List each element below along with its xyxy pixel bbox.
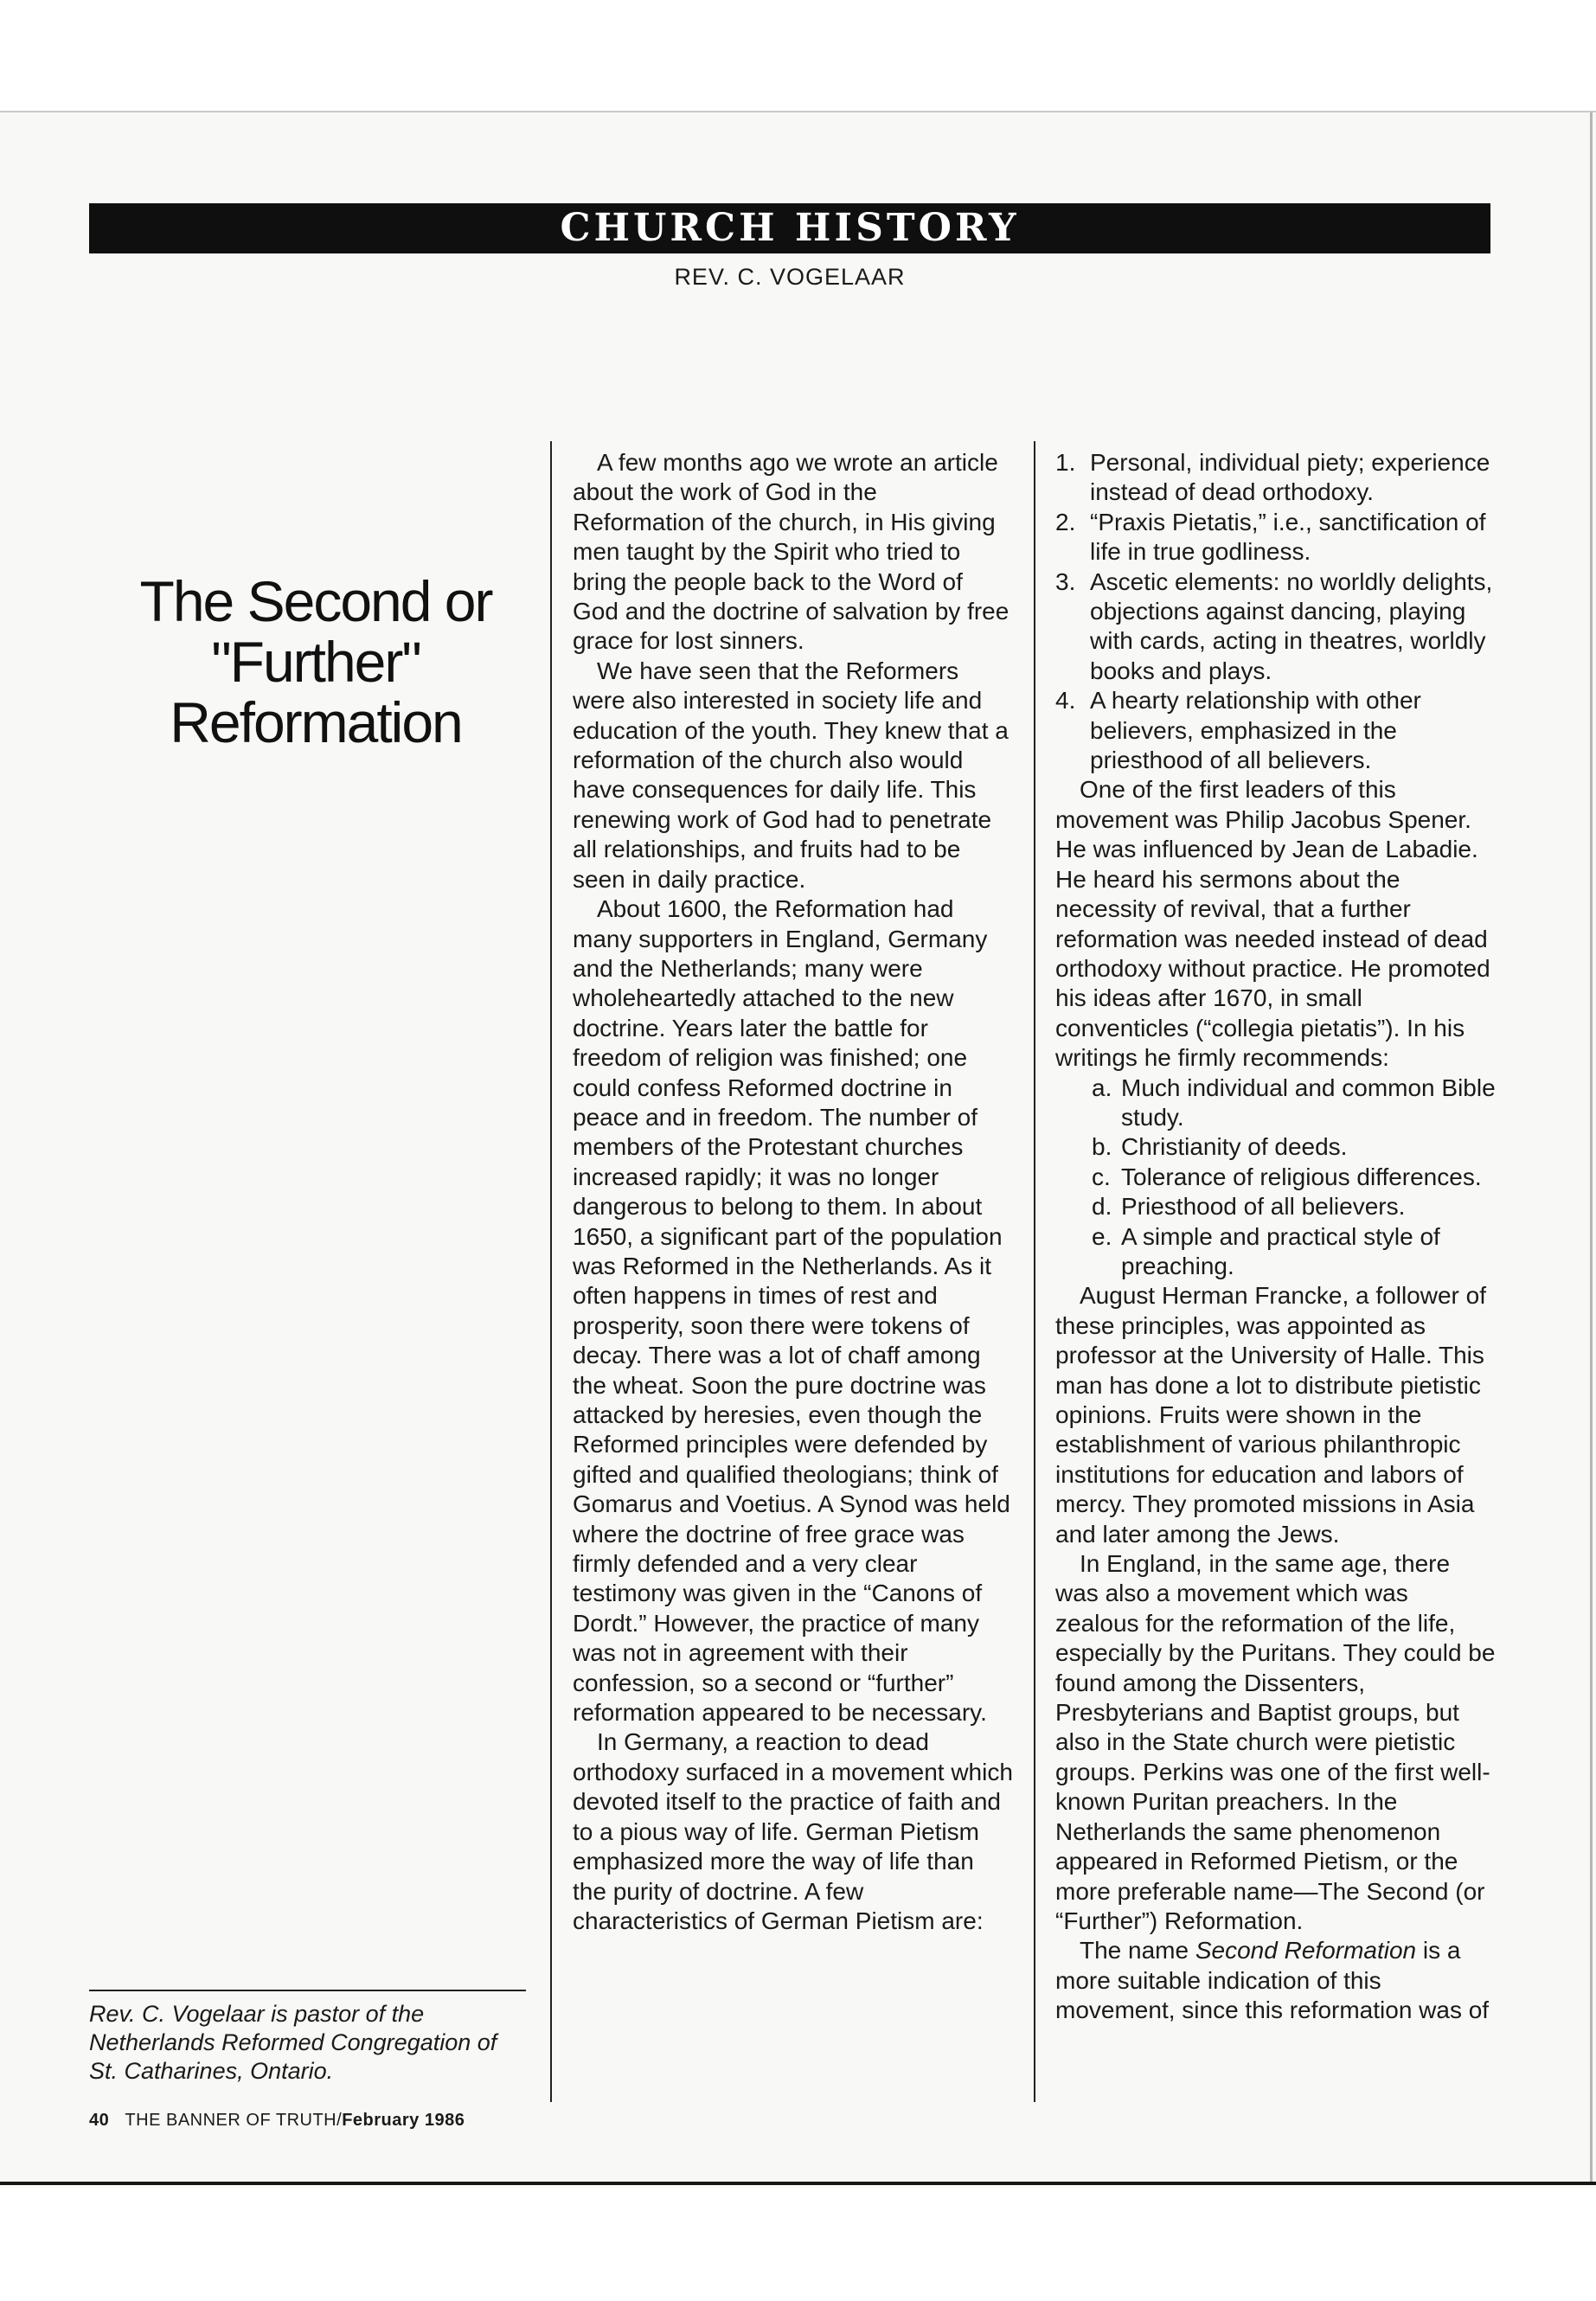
list-text: Tolerance of religious differences.	[1121, 1163, 1482, 1190]
list-letter: d.	[1092, 1193, 1112, 1221]
note-divider	[89, 1990, 526, 1991]
body-paragraph: About 1600, the Reformation had many supporters in England, Germany and the Netherlands; many were wholeheartedly attached to the new doctrine. Years later the battle for freedom of religion was finished; one could confess Reformed doctrine in peace and in freedom. The number of members of the Protestant churches increased rapidly; it was no longer dangerous to belong to them. In about 1650, a significant part of the population was Reformed in the Netherlands. As it often happens in times of rest and prosperity, soon there were tokens of decay. There was a lot of chaff among the wheat. Soon the pure doctrine was attacked by heresies, even though the Reformed principles were defended by gifted and qualified theologians; think of Gomarus and Voetius. A Synod was held where the doctrine of free grace was firmly defended and a very clear testimony was given in the “Canons of Dordt.” However, the practice of many was not in agreement with their confession, so a second or “further” reformation appeared to be necessary.	[573, 895, 1010, 1727]
body-paragraph: We have seen that the Reformers were also interested in society life and education of the youth. They knew that a reformation of the church also would have consequences for daily life. This renewing work of God had to penetrate all relationships, and fruits had to be seen in daily practice.	[573, 657, 1009, 893]
list-text: Personal, individual piety; experience instead of dead orthodoxy.	[1090, 449, 1490, 506]
list-item	[1055, 1132, 1497, 1162]
list-item	[1055, 448, 1497, 508]
body-paragraph	[1055, 1936, 1497, 2025]
body-paragraph: In Germany, a reaction to dead orthodoxy surfaced in a movement which devoted itself to the practice of faith and to a pious way of life. German Pietism emphasized more the way of life than the purity of doctrine. A few characteristics of German Pietism are:	[573, 1728, 1013, 1934]
body-paragraph: A few months ago we wrote an article about the work of God in the Reformation of the church, in His giving men taught by the Spirit who tried to bring the people back to the Word of God and the doctrine of salvation by free grace for lost sinners.	[573, 449, 1010, 655]
text-run: The name	[1080, 1937, 1195, 1965]
column-divider	[550, 441, 552, 2102]
list-text: “Praxis Pietatis,” i.e., sanctification of life in true godliness.	[1090, 508, 1486, 566]
list-text: Priesthood of all believers.	[1121, 1193, 1406, 1221]
page-bottom-edge	[0, 2182, 1596, 2185]
list-item	[1055, 1074, 1497, 1133]
section-banner: CHURCH HISTORY	[89, 203, 1490, 253]
body-paragraph: In England, in the same age, there was also a movement which was zealous for the reformation of the life, especially by the Puritans. They could be found among the Dissenters, Presbyterians and Baptist groups, but also in the State church were pietistic groups. Perkins was one of the first well-known Puritan preachers. In the Netherlands the same phenomenon appeared in Reformed Pietism, or the more preferable name—The Second (or “Further”) Reformation.	[1055, 1550, 1496, 1934]
list-number: 1.	[1055, 449, 1076, 476]
article-column-2	[1055, 448, 1497, 2026]
body-paragraph: August Herman Francke, a follower of these principles, was appointed as professor at the University of Halle. This man has done a lot to distribute pietistic opinions. Fruits were shown in the establishment of various philanthropic institutions for education and labors of mercy. They promoted missions in Asia and later among the Jews.	[1055, 1282, 1486, 1548]
page-edge-shadow	[1590, 112, 1593, 2183]
list-letter: c.	[1092, 1163, 1111, 1190]
body-paragraph: One of the first leaders of this movement was Philip Jacobus Spener. He was influenced by Jean de Labadie. He heard his sermons about the necessity of revival, that a further reformation was needed instead of dead orthodoxy without practice. He promoted his ideas after 1670, in small conventicles (“collegia pietatis”). In his writings he firmly recommends:	[1055, 776, 1490, 1072]
author-note: Rev. C. Vogelaar is pastor of the Netherlands Reformed Congregation of St. Catharines, Ontario.	[89, 2001, 497, 2084]
list-item	[1055, 508, 1497, 567]
list-text: Ascetic elements: no worldly delights, objections against dancing, playing with cards, acting in theatres, worldly books and plays.	[1090, 567, 1493, 684]
title-line: The Second or	[139, 569, 492, 633]
article-title	[99, 571, 532, 753]
list-letter: b.	[1092, 1133, 1112, 1161]
emphasis-text: Second Reformation	[1195, 1937, 1417, 1965]
list-number: 4.	[1055, 687, 1076, 715]
title-line: Reformation	[170, 690, 462, 754]
page-footer	[89, 2106, 574, 2135]
list-number: 2.	[1055, 508, 1076, 535]
title-line: "Further"	[211, 630, 420, 694]
list-text: Much individual and common Bible study.	[1121, 1074, 1496, 1131]
list-number: 3.	[1055, 567, 1076, 595]
author-byline: REV. C. VOGELAAR	[674, 264, 906, 290]
page-number: 40	[89, 2111, 110, 2130]
column-divider	[1034, 441, 1035, 2102]
list-text: A simple and practical style of preaching.	[1121, 1222, 1440, 1279]
list-item	[1055, 567, 1497, 687]
text-run: is a more suitable indication of this movement, since this reformation was of	[1055, 1937, 1490, 2024]
issue-date: February 1986	[342, 2111, 465, 2130]
list-text: Christianity of deeds.	[1121, 1133, 1348, 1161]
publication-name: THE BANNER OF TRUTH/	[125, 2111, 343, 2130]
list-item	[1055, 686, 1497, 775]
list-item	[1055, 1192, 1497, 1221]
list-letter: e.	[1092, 1222, 1112, 1250]
list-letter: a.	[1092, 1074, 1112, 1101]
list-text: A hearty relationship with other believers, emphasized in the priesthood of all believers.	[1090, 687, 1421, 774]
list-item	[1055, 1163, 1497, 1192]
list-item	[1055, 1222, 1497, 1282]
article-column-1	[573, 448, 1014, 1936]
